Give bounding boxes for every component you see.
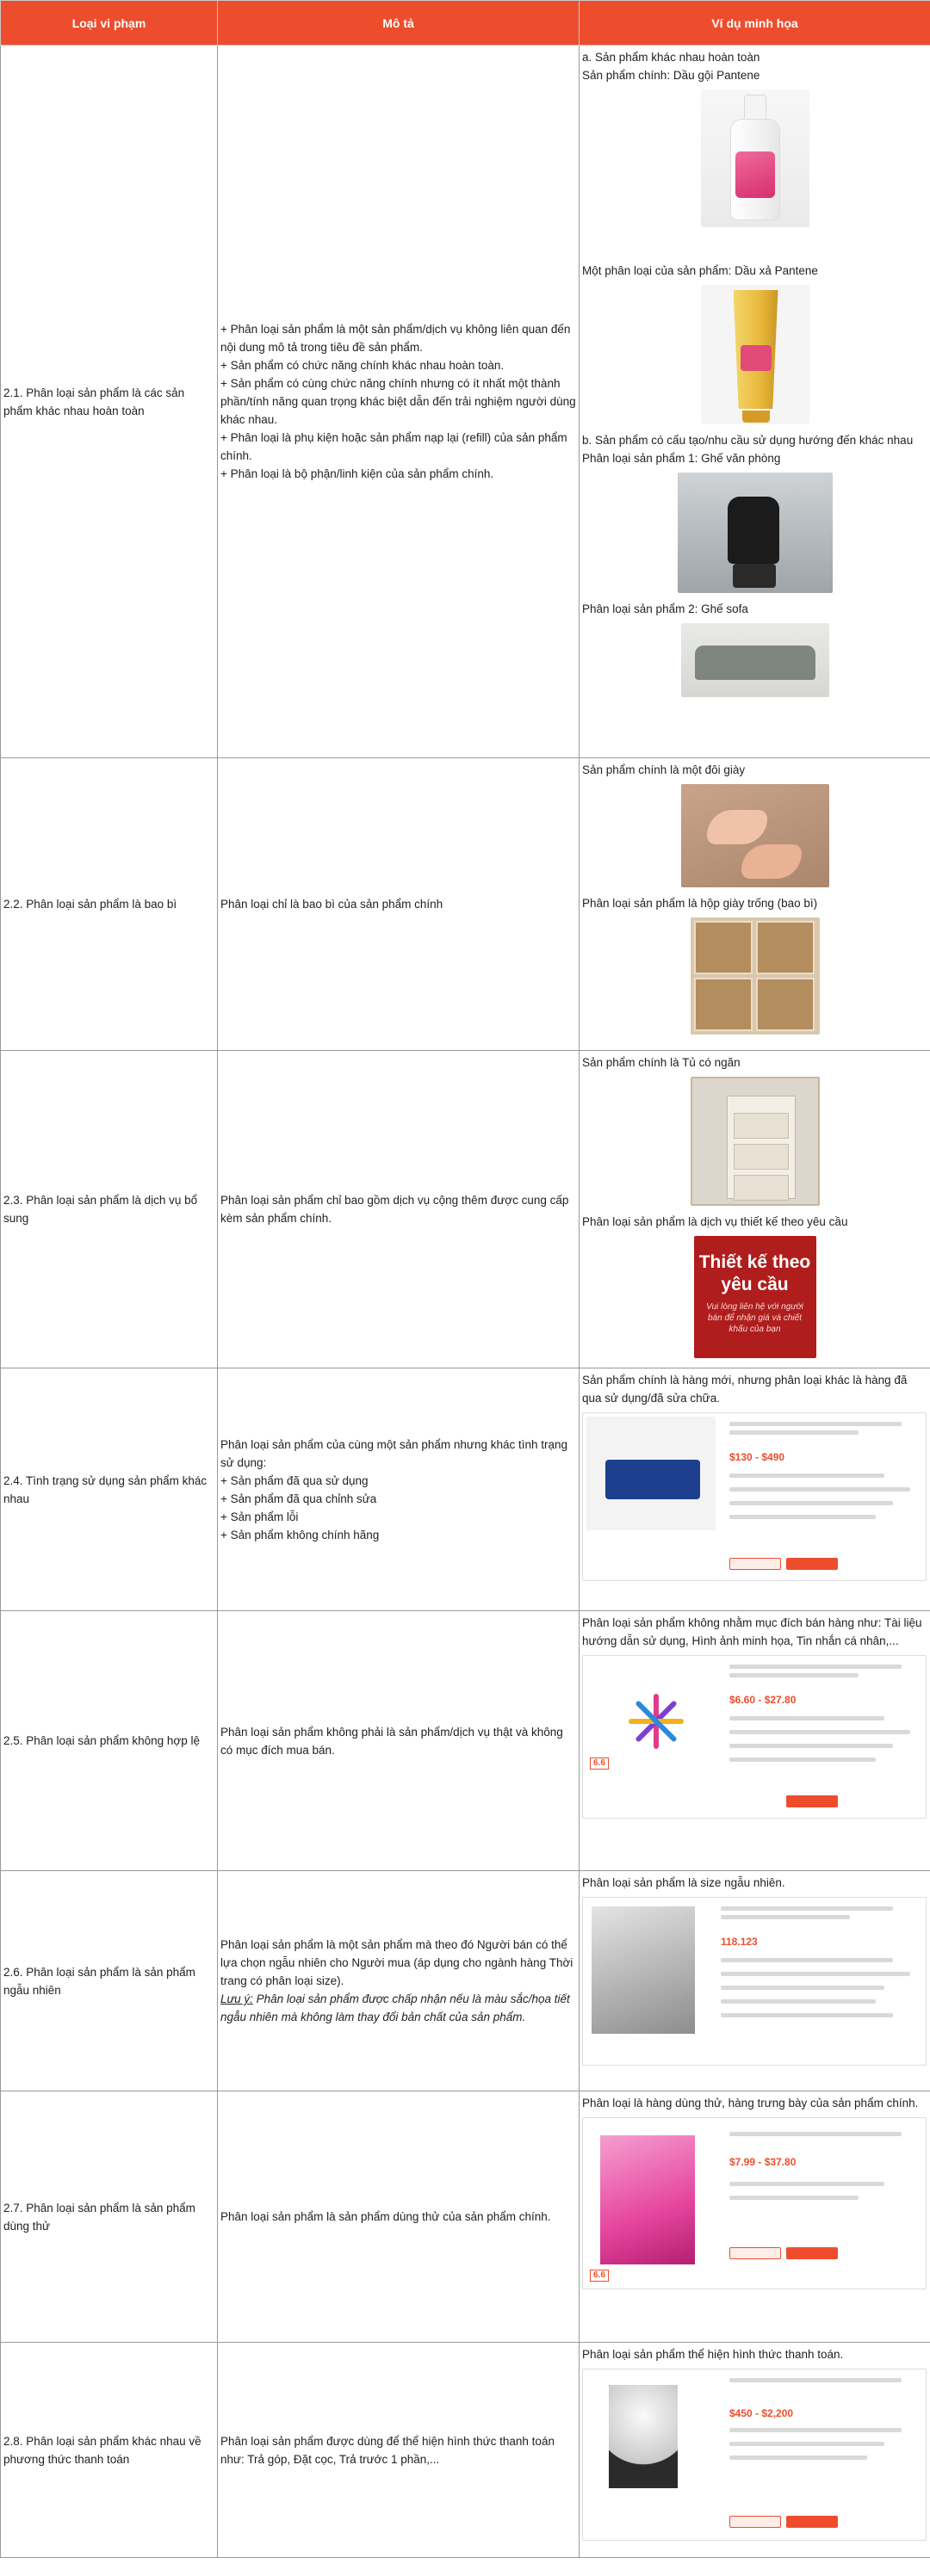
violation-type-cell <box>1 1368 218 1611</box>
example-text: Phân loại sản phẩm thể hiện hình thức thanh toán. <box>582 2348 844 2361</box>
description-line: + Sản phẩm không chính hãng <box>220 1528 380 1541</box>
header-description: Mô tả <box>218 1 580 46</box>
description-cell <box>218 2343 580 2558</box>
product-page-screenshot <box>582 1412 927 1581</box>
description-line: + Sản phẩm có chức năng chính khác nhau hoàn toàn. <box>220 359 505 372</box>
description-line: Phân loại sản phẩm không phải là sản phẩm/dịch vụ thật và không có mục đích mua bán. <box>220 1725 563 1757</box>
description-line: Phân loại sản phẩm là một sản phẩm mà theo đó Người bán có thể lựa chọn ngẫu nhiên cho Người mua (áp dụng cho ngành hàng Thời trang có phân loại size). <box>220 1938 574 1987</box>
description-line: + Sản phẩm đã qua chỉnh sửa <box>220 1492 377 1505</box>
violation-type-text: 2.6. Phân loại sản phẩm là sản phẩm ngẫu nhiên <box>3 1965 195 1997</box>
violation-type-cell <box>1 758 218 1051</box>
description-line: + Sản phẩm lỗi <box>220 1510 299 1523</box>
example-text: Phân loại sản phẩm 1: Ghế văn phòng <box>582 452 781 465</box>
description-line: + Sản phẩm có cùng chức năng chính nhưng có ít nhất một thành phần/tính năng quan trọng khác biệt dẫn đến trải nghiệm người dùng khác nhau. <box>220 377 576 426</box>
example-cell <box>580 1611 930 1871</box>
table-row <box>1 1611 930 1871</box>
description-line: + Phân loại là phụ kiện hoặc sản phẩm nạp lại (refill) của sản phẩm chính. <box>220 431 567 462</box>
description-line: Phân loại sản phẩm chỉ bao gồm dịch vụ cộng thêm được cung cấp kèm sản phẩm chính. <box>220 1194 569 1225</box>
product-page-screenshot <box>582 1897 927 2066</box>
description-cell <box>218 1368 580 1611</box>
example-cell <box>580 46 930 758</box>
table-row <box>1 46 930 758</box>
violation-type-cell <box>1 1051 218 1368</box>
description-line: Phân loại chỉ là bao bì của sản phẩm chính <box>220 898 443 911</box>
violation-type-text: 2.1. Phân loại sản phẩm là các sản phẩm khác nhau hoàn toàn <box>3 386 185 417</box>
violation-type-text: 2.3. Phân loại sản phẩm là dịch vụ bổ sung <box>3 1194 198 1225</box>
screenshot-price: $6.60 - $27.80 <box>729 1694 797 1706</box>
example-text: Sản phẩm chính là một đôi giày <box>582 763 746 776</box>
product-page-screenshot <box>582 2117 927 2289</box>
description-cell <box>218 46 580 758</box>
shampoo-bottle-image <box>701 90 809 227</box>
violation-type-text: 2.8. Phân loại sản phẩm khác nhau về phương thức thanh toán <box>3 2434 202 2466</box>
table-row <box>1 1871 930 2091</box>
violation-type-text: 2.5. Phân loại sản phẩm không hợp lệ <box>3 1734 201 1747</box>
screenshot-price: $7.99 - $37.80 <box>729 2156 797 2168</box>
description-cell <box>218 1871 580 2091</box>
note-text: Phân loại sản phẩm được chấp nhận nếu là màu sắc/họa tiết ngẫu nhiên mà không làm thay đổi bản chất của sản phẩm. <box>220 1992 570 2023</box>
description-line: Phân loại sản phẩm được dùng để thể hiện hình thức thanh toán như: Trả góp, Đặt cọc, Trả trước 1 phần,... <box>220 2434 555 2466</box>
example-text: Phân loại sản phẩm là size ngẫu nhiên. <box>582 1876 785 1889</box>
table-row <box>1 2091 930 2343</box>
example-text: Sản phẩm chính: Dầu gội Pantene <box>582 69 760 82</box>
table-row <box>1 758 930 1051</box>
sofa-image <box>681 623 829 697</box>
violation-type-text: 2.4. Tình trạng sử dụng sản phẩm khác nhau <box>3 1473 208 1505</box>
table-row <box>1 1051 930 1368</box>
violation-type-cell <box>1 2091 218 2343</box>
example-cell <box>580 1051 930 1368</box>
violation-type-text: 2.7. Phân loại sản phẩm là sản phẩm dùng thử <box>3 2201 195 2233</box>
header-row <box>1 1 930 46</box>
design-image-title: Thiết kế theo yêu cầu <box>698 1252 811 1294</box>
example-text: b. Sản phẩm có cấu tạo/nhu cầu sử dụng hướng đến khác nhau <box>582 434 914 447</box>
table-row <box>1 2343 930 2558</box>
shoes-image <box>681 784 829 887</box>
screenshot-price: $130 - $490 <box>729 1451 785 1463</box>
violation-type-text: 2.2. Phân loại sản phẩm là bao bì <box>3 898 177 911</box>
violation-type-cell <box>1 1871 218 2091</box>
conditioner-tube-image <box>701 285 809 424</box>
example-text: Phân loại là hàng dùng thử, hàng trưng bày của sản phẩm chính. <box>582 2097 919 2110</box>
shoe-boxes-image <box>691 917 820 1035</box>
header-example: Ví dụ minh họa <box>580 1 930 46</box>
description-cell <box>218 1051 580 1368</box>
example-text: Phân loại sản phẩm là dịch vụ thiết kế theo yêu cầu <box>582 1215 848 1228</box>
example-cell <box>580 1871 930 2091</box>
example-text: a. Sản phẩm khác nhau hoàn toàn <box>582 51 760 64</box>
product-page-screenshot <box>582 1655 927 1819</box>
description-cell <box>218 2091 580 2343</box>
note-label: Lưu ý: <box>220 1992 253 2005</box>
office-chair-image <box>678 473 833 593</box>
header-violation-type: Loại vi phạm <box>1 1 218 46</box>
drawer-cabinet-image <box>691 1077 820 1206</box>
custom-design-image <box>694 1236 816 1358</box>
violation-type-cell <box>1 46 218 758</box>
example-text: Sản phẩm chính là Tủ có ngăn <box>582 1056 741 1069</box>
screenshot-price: $450 - $2,200 <box>729 2407 794 2419</box>
description-cell <box>218 1611 580 1871</box>
example-cell <box>580 2091 930 2343</box>
description-line: Phân loại sản phẩm là sản phẩm dùng thử của sản phẩm chính. <box>220 2210 551 2223</box>
example-text: Sản phẩm chính là hàng mới, nhưng phân loại khác là hàng đã qua sử dụng/đã sửa chữa. <box>582 1374 908 1405</box>
screenshot-price: 118.123 <box>721 1936 758 1948</box>
description-line: + Phân loại sản phẩm là một sản phẩm/dịch vụ không liên quan đến nội dung mô tả trong tiêu đề sản phẩm. <box>220 323 571 354</box>
example-text: Phân loại sản phẩm là hộp giày trống (bao bì) <box>582 897 818 910</box>
example-text: Một phân loại của sản phẩm: Dầu xả Pantene <box>582 264 818 277</box>
violation-type-cell <box>1 1611 218 1871</box>
design-image-subtitle: Vui lòng liên hệ với người bán để nhận giá và chiết khấu của bạn <box>706 1302 803 1334</box>
promo-badge: 6.6 <box>590 1757 609 1770</box>
violation-type-cell <box>1 2343 218 2558</box>
table-row <box>1 1368 930 1611</box>
description-cell <box>218 758 580 1051</box>
product-page-screenshot <box>582 2369 927 2541</box>
example-cell <box>580 758 930 1051</box>
promo-badge: 6.6 <box>590 2270 609 2282</box>
description-line: + Sản phẩm đã qua sử dụng <box>220 1473 369 1487</box>
example-text: Phân loại sản phẩm 2: Ghế sofa <box>582 602 748 615</box>
description-line: + Phân loại là bộ phận/linh kiện của sản phẩm chính. <box>220 467 494 480</box>
description-line: Phân loại sản phẩm của cùng một sản phẩm nhưng khác tình trạng sử dụng: <box>220 1437 568 1469</box>
example-cell <box>580 1368 930 1611</box>
example-cell <box>580 2343 930 2558</box>
example-text: Phân loại sản phẩm không nhằm mục đích bán hàng như: Tài liệu hướng dẫn sử dụng, Hình ảnh minh họa, Tin nhắn cá nhân,... <box>582 1616 922 1647</box>
note-line <box>220 1990 576 2026</box>
